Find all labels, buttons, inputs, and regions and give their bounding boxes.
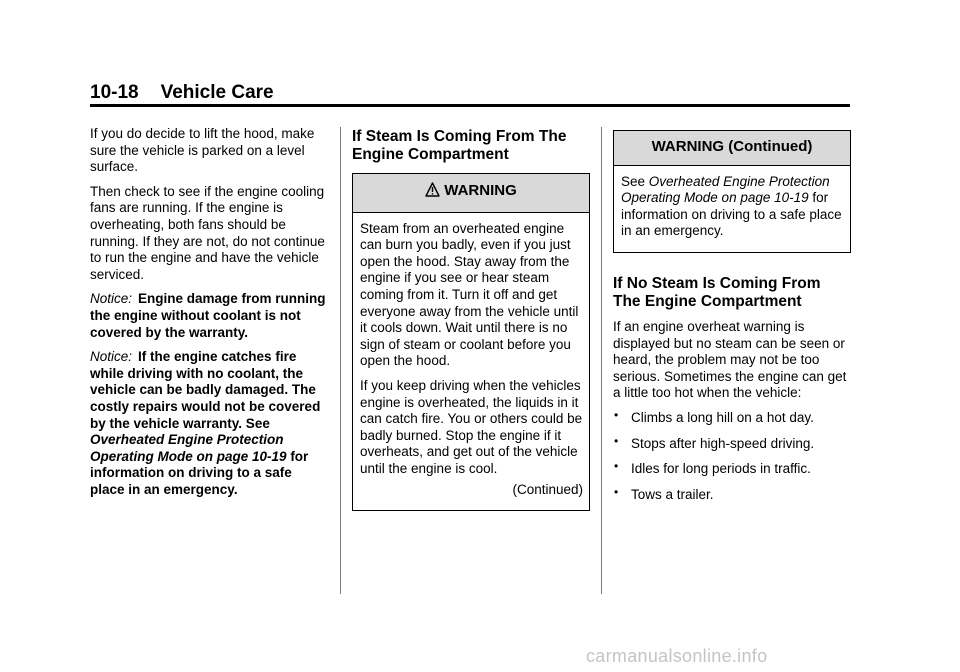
warning-box bbox=[352, 173, 590, 511]
bullet-icon: • bbox=[614, 407, 619, 422]
warning-title-text: WARNING bbox=[444, 182, 517, 199]
header-rule bbox=[90, 104, 850, 107]
page-number: 10-18 bbox=[90, 82, 139, 103]
paragraph-cooling-fans: Then check to see if the engine cooling fans are running. If the engine is overheating, both fans should be running. If they are not, do not continue to run the engine and have the vehicle serviced. bbox=[90, 183, 325, 282]
list-item-text: Climbs a long hill on a hot day. bbox=[631, 409, 814, 425]
column-2 bbox=[352, 126, 590, 511]
notice-label: Notice: bbox=[90, 349, 133, 365]
notice-warranty bbox=[90, 291, 328, 341]
warning-title bbox=[353, 174, 589, 213]
cross-reference-link[interactable]: Overheated Engine Protection Operating Mode on page 10-19 bbox=[621, 173, 830, 206]
warning-continued-text bbox=[621, 174, 844, 240]
warning-continued-body bbox=[614, 166, 850, 252]
warning-body bbox=[353, 213, 589, 511]
section-heading-steam: If Steam Is Coming From The Engine Compartment bbox=[352, 128, 567, 163]
notice-text: If the engine catches fire while driving with no coolant, the vehicle can be badly damaged. The costly repairs would not be covered by the vehicle warranty. See bbox=[90, 349, 321, 431]
column-1 bbox=[90, 126, 328, 506]
notice-fire bbox=[90, 349, 328, 498]
continued-label: (Continued) bbox=[512, 481, 583, 497]
column-divider-1 bbox=[340, 127, 341, 594]
list-item bbox=[613, 407, 851, 427]
notice-tail: for information on driving to a safe place in an emergency. bbox=[90, 448, 309, 497]
paragraph-overheat-intro: If an engine overheat warning is displayed but no steam can be seen or heard, the problem may not be too serious. Sometimes the engine can get a little too hot when the vehicle: bbox=[613, 318, 847, 401]
notice-label: Notice: bbox=[90, 291, 133, 307]
list-item-text: Idles for long periods in traffic. bbox=[631, 461, 811, 477]
warning-continued-tail: for information on driving to a safe place in an emergency. bbox=[621, 190, 842, 239]
bullet-icon: • bbox=[614, 484, 619, 499]
warning-continued-box bbox=[613, 130, 851, 253]
cross-reference-link[interactable]: Overheated Engine Protection Operating Mode on page 10-19 bbox=[90, 432, 287, 464]
bullet-icon: • bbox=[614, 433, 619, 448]
conditions-list bbox=[613, 407, 851, 503]
list-item bbox=[613, 461, 851, 478]
warning-triangle-icon bbox=[425, 182, 440, 202]
warning-paragraph-2: If you keep driving when the vehicles engine is overheated, the liquids in it can catch fire. You or others could be badly burned. Stop the engine if it overheats, and get out of the vehicle until the engine is cool. bbox=[360, 377, 583, 476]
list-item bbox=[613, 433, 851, 453]
warning-continued-title: WARNING (Continued) bbox=[614, 131, 850, 166]
column-3 bbox=[613, 126, 851, 512]
paragraph-lift-hood: If you do decide to lift the hood, make sure the vehicle is parked on a level surface. bbox=[90, 126, 315, 175]
see-label: See bbox=[621, 173, 646, 189]
page-header bbox=[90, 82, 274, 104]
list-item bbox=[613, 484, 851, 504]
warning-paragraph-1: Steam from an overheated engine can burn you badly, even if you just open the hood. Stay away from the engine if you see or hear steam coming from it. Turn it off and get everyone away from the vehicle until it cools down. Wait until there is no sign of steam or coolant before you open the hood. bbox=[360, 220, 579, 369]
list-item-text: Stops after high-speed driving. bbox=[631, 435, 815, 451]
list-item-text: Tows a trailer. bbox=[631, 486, 714, 502]
section-title: Vehicle Care bbox=[160, 82, 274, 103]
section-heading-no-steam: If No Steam Is Coming From The Engine Compartment bbox=[613, 274, 821, 310]
watermark: carmanualsonline.info bbox=[586, 646, 768, 666]
bullet-icon: • bbox=[614, 459, 619, 474]
notice-text: Engine damage from running the engine without coolant is not covered by the warranty. bbox=[90, 291, 326, 340]
column-divider-2 bbox=[601, 127, 602, 594]
